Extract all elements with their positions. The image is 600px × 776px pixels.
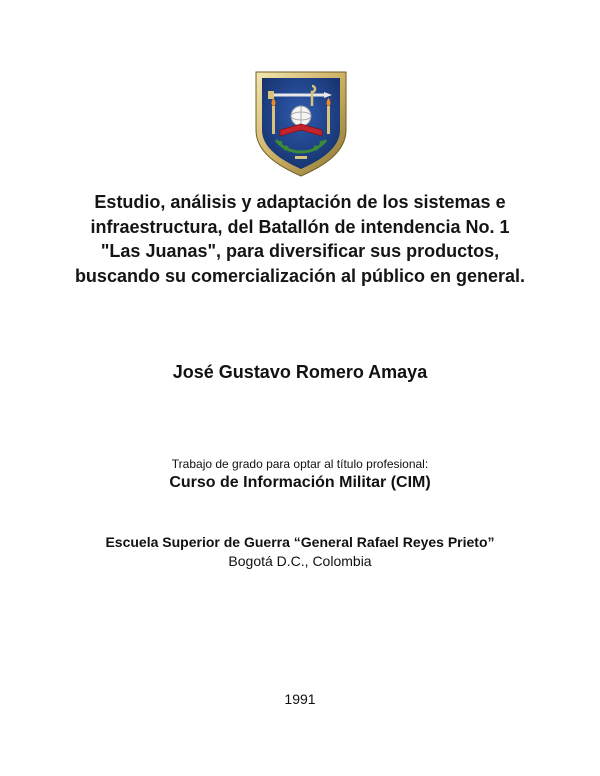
thesis-title [40, 190, 560, 288]
crest-emblem-svg [254, 70, 348, 178]
degree-purpose-text: Trabajo de grado para optar al título profesional: [171, 457, 429, 471]
institution-name: Escuela Superior de Guerra “General Rafael Reyes Prieto” [105, 534, 495, 550]
publication-year: 1991 [284, 691, 316, 707]
thesis-title-line: Estudio, análisis y adaptación de los sistemas e [94, 192, 506, 212]
course-name: Curso de Información Militar (CIM) [169, 474, 431, 491]
institution-location: Bogotá D.C., Colombia [228, 553, 372, 569]
thesis-title-line: "Las Juanas", para diversificar sus productos, [100, 241, 500, 261]
author-name: José Gustavo Romero Amaya [172, 362, 428, 382]
crest-logo-icon [254, 70, 348, 178]
thesis-title-line: infraestructura, del Batallón de intendencia No. 1 [90, 216, 510, 237]
thesis-title-line: buscando su comercialización al público en general. [74, 265, 526, 286]
